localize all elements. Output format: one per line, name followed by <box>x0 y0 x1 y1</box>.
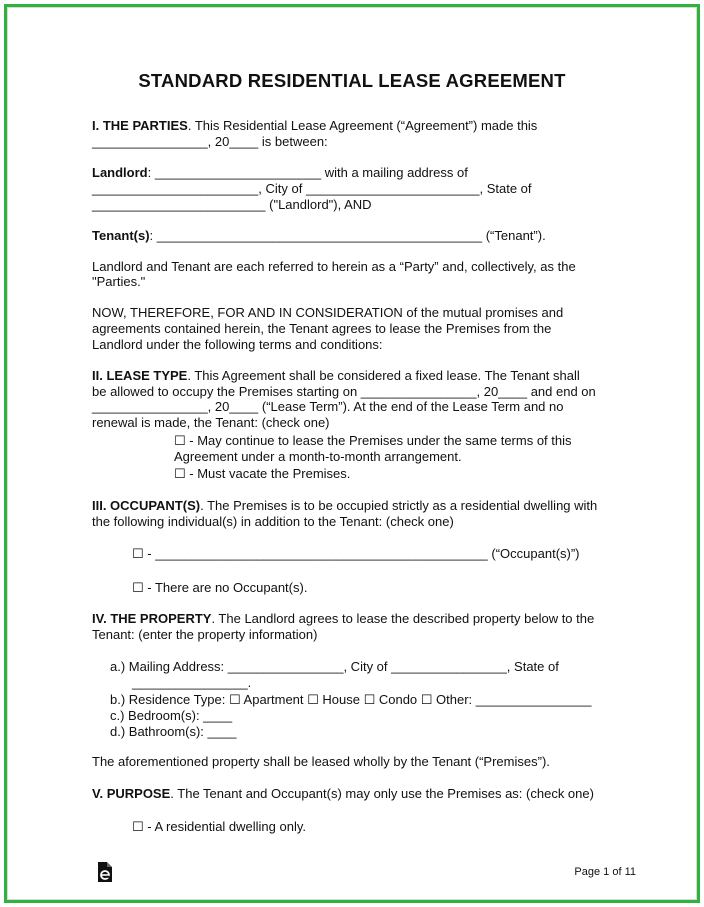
eforms-logo-icon <box>96 861 114 883</box>
party-definition-line2: "Parties." <box>92 274 146 289</box>
page-frame <box>4 4 700 903</box>
landlord-label: Landlord <box>92 165 148 180</box>
occupants-line1 <box>92 498 597 514</box>
parties-paragraph-line1 <box>92 118 537 134</box>
occupants-text: . The Premises is to be occupied strictly as a residential dwelling with <box>200 498 598 513</box>
lease-type-line1 <box>92 368 580 384</box>
property-text: . The Landlord agrees to lease the described property below to the <box>211 611 595 626</box>
landlord-line1 <box>92 165 468 181</box>
occupant-option-none[interactable]: ☐ - There are no Occupant(s). <box>132 580 308 595</box>
lease-option-month-to-month-cont: Agreement under a month-to-month arrangement. <box>174 449 462 464</box>
lease-option-month-to-month[interactable]: ☐ - May continue to lease the Premises under the same terms of this <box>174 433 572 448</box>
property-bathrooms: d.) Bathroom(s): ____ <box>110 724 237 739</box>
landlord-line2: _______________________, City of ________________________, State of <box>92 181 532 196</box>
tenant-line <box>92 228 546 244</box>
tenant-label: Tenant(s) <box>92 228 150 243</box>
lease-type-line4: renewal is made, the Tenant: (check one) <box>92 415 330 430</box>
property-line1 <box>92 611 594 627</box>
tenant-text: : _____________________________________________ (“Tenant”). <box>149 228 546 243</box>
property-summary: The aforementioned property shall be leased wholly by the Tenant (“Premises”). <box>92 754 550 769</box>
occupants-heading: III. OCCUPANT(S) <box>92 498 201 513</box>
landlord-text: : _______________________ with a mailing address of <box>147 165 468 180</box>
document-page <box>7 7 697 900</box>
landlord-line3: ________________________ ("Landlord"), AND <box>92 197 372 212</box>
property-residence-type: b.) Residence Type: ☐ Apartment ☐ House ☐ Condo ☐ Other: ________________ <box>110 692 592 707</box>
property-heading: IV. THE PROPERTY <box>92 611 212 626</box>
document-title: STANDARD RESIDENTIAL LEASE AGREEMENT <box>138 70 566 91</box>
page-number: Page 1 of 11 <box>574 866 636 878</box>
party-definition-line1: Landlord and Tenant are each referred to herein as a “Party” and, collectively, as the <box>92 259 576 274</box>
purpose-text: . The Tenant and Occupant(s) may only use the Premises as: (check one) <box>170 786 594 801</box>
lease-option-vacate[interactable]: ☐ - Must vacate the Premises. <box>174 466 351 481</box>
consideration-line2: agreements contained herein, the Tenant agrees to lease the Premises from the <box>92 321 552 336</box>
parties-text: . This Residential Lease Agreement (“Agreement”) made this <box>187 118 538 133</box>
parties-heading: I. THE PARTIES <box>92 118 188 133</box>
purpose-heading: V. PURPOSE <box>92 786 171 801</box>
lease-type-heading: II. LEASE TYPE <box>92 368 188 383</box>
purpose-option-residential[interactable]: ☐ - A residential dwelling only. <box>132 819 307 834</box>
property-mailing-address-cont: ________________. <box>132 675 252 690</box>
lease-type-text: . This Agreement shall be considered a fixed lease. The Tenant shall <box>187 368 580 383</box>
consideration-line1: NOW, THEREFORE, FOR AND IN CONSIDERATION of the mutual promises and <box>92 305 564 320</box>
property-mailing-address: a.) Mailing Address: ________________, City of ________________, State of <box>110 659 559 674</box>
lease-type-line2: be allowed to occupy the Premises starting on ________________, 20____ and end on <box>92 384 596 399</box>
lease-type-line3: ________________, 20____ (“Lease Term”). At the end of the Lease Term and no <box>92 399 564 414</box>
property-line2: Tenant: (enter the property information) <box>92 627 318 642</box>
occupant-option-names[interactable]: ☐ - ______________________________________________ (“Occupant(s)”) <box>132 546 580 561</box>
occupants-line2: the following individual(s) in addition to the Tenant: (check one) <box>92 514 454 529</box>
property-bedrooms: c.) Bedroom(s): ____ <box>110 708 233 723</box>
consideration-line3: Landlord under the following terms and conditions: <box>92 337 383 352</box>
purpose-line1 <box>92 786 594 802</box>
parties-date-line: ________________, 20____ is between: <box>92 134 328 149</box>
